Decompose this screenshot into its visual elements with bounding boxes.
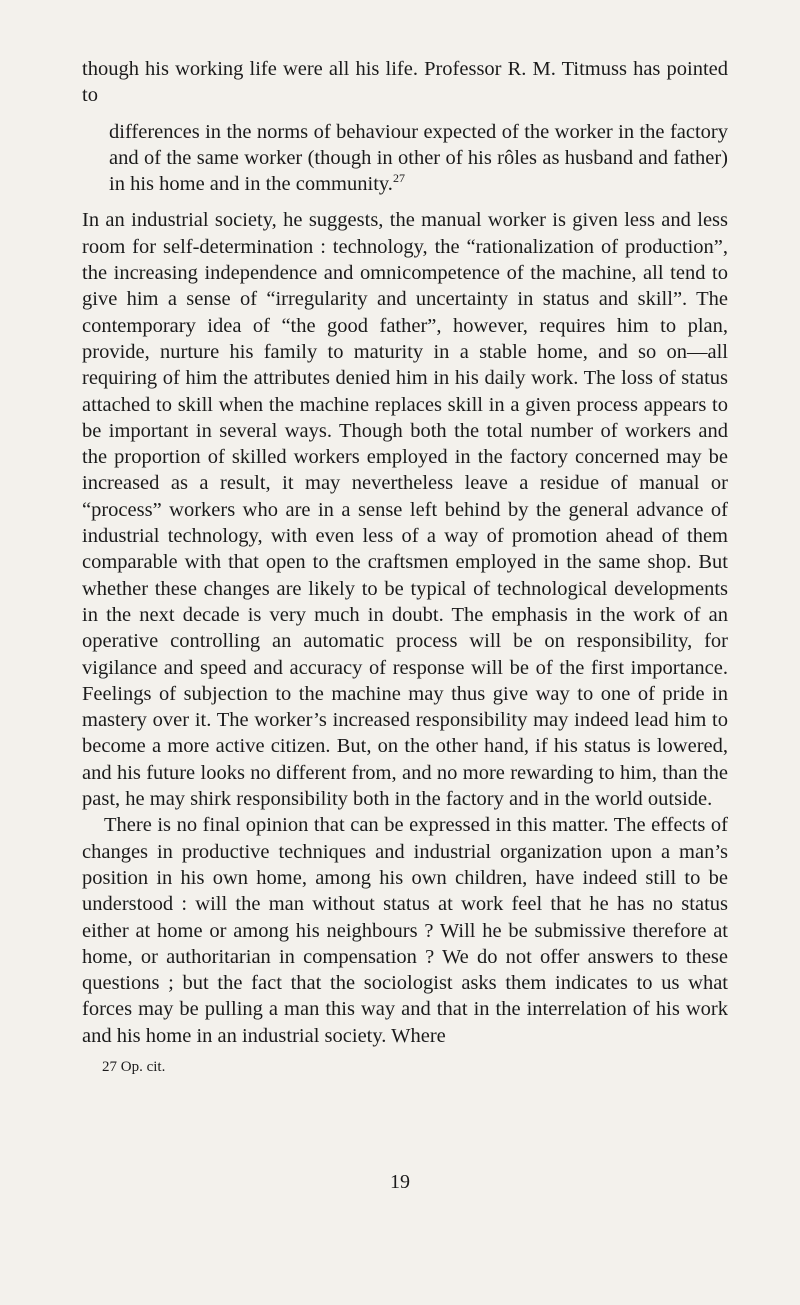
page-number: 19 xyxy=(390,1171,410,1193)
paragraph-final-opinion: There is no final opinion that can be expressed in this matter. The effects of changes in productive techniques and industrial organization upon a man’s position in his own home, among his own children, have indeed still to be understood : will the man without status at work feel that he has no status either at home or among his neighbours ? Will he be submissive therefore at home, or authoritarian in compensation ? We do not offer answers to these questions ; but the fact that the sociologist asks them indicates to us what forces may be pulling a man this way and that in the interrelation of his work and his home in an industrial society. Where xyxy=(82,814,728,1047)
page-body xyxy=(82,56,728,1077)
block-quotation xyxy=(82,119,728,198)
paragraph-industrial-society: In an industrial society, he suggests, the manual worker is given less and less room for self-determination : technology, the “rationalization of production”, the increasing independence and omnicompetence of the machine, all tend to give him a sense of “irregularity and uncertainty in status and skill”. The contemporary idea of “the good father”, however, requires him to plan, provide, nurture his family to maturity in a stable home, and so on—all requiring of him the attributes denied him in his daily work. The loss of status attached to skill when the machine replaces skill in a given process appears to be important in several ways. Though both the total number of workers and the proportion of skilled workers employed in the factory concerned may be increased as a result, it may nevertheless leave a residue of manual or “process” workers who are in a sense left behind by the general advance of industrial technology, with even less of a way of promotion ahead of them comparable with that open to the craftsmen employed in the same shop. But whether these changes are likely to be typical of technological developments in the next decade is very much in doubt. The emphasis in the work of an operative controlling an automatic process will be on responsibility, for vigilance and speed and accuracy of response will be of the first importance. Feelings of subjection to the machine may thus give way to one of pride in mastery over it. The worker’s increased responsibility may indeed lead him to become a more active citizen. But, on the other hand, if his status is lowered, and his future looks no different from, and no more rewarding to him, than the past, he may shirk responsibility both in the factory and in the world outside. xyxy=(82,209,728,811)
footnote xyxy=(102,1057,728,1077)
footnote-text: Op. cit. xyxy=(120,1058,166,1075)
footnote-number: 27 xyxy=(102,1058,117,1075)
block-quotation-text: differences in the norms of behaviour expected of the worker in the factory and of the same worker (though in other of his rôles as husband and father) in his home and in the community. xyxy=(109,120,728,196)
paragraph-opening: though his working life were all his life. Professor R. M. Titmuss has pointed to xyxy=(82,58,728,107)
footnote-reference: 27 xyxy=(392,171,405,186)
